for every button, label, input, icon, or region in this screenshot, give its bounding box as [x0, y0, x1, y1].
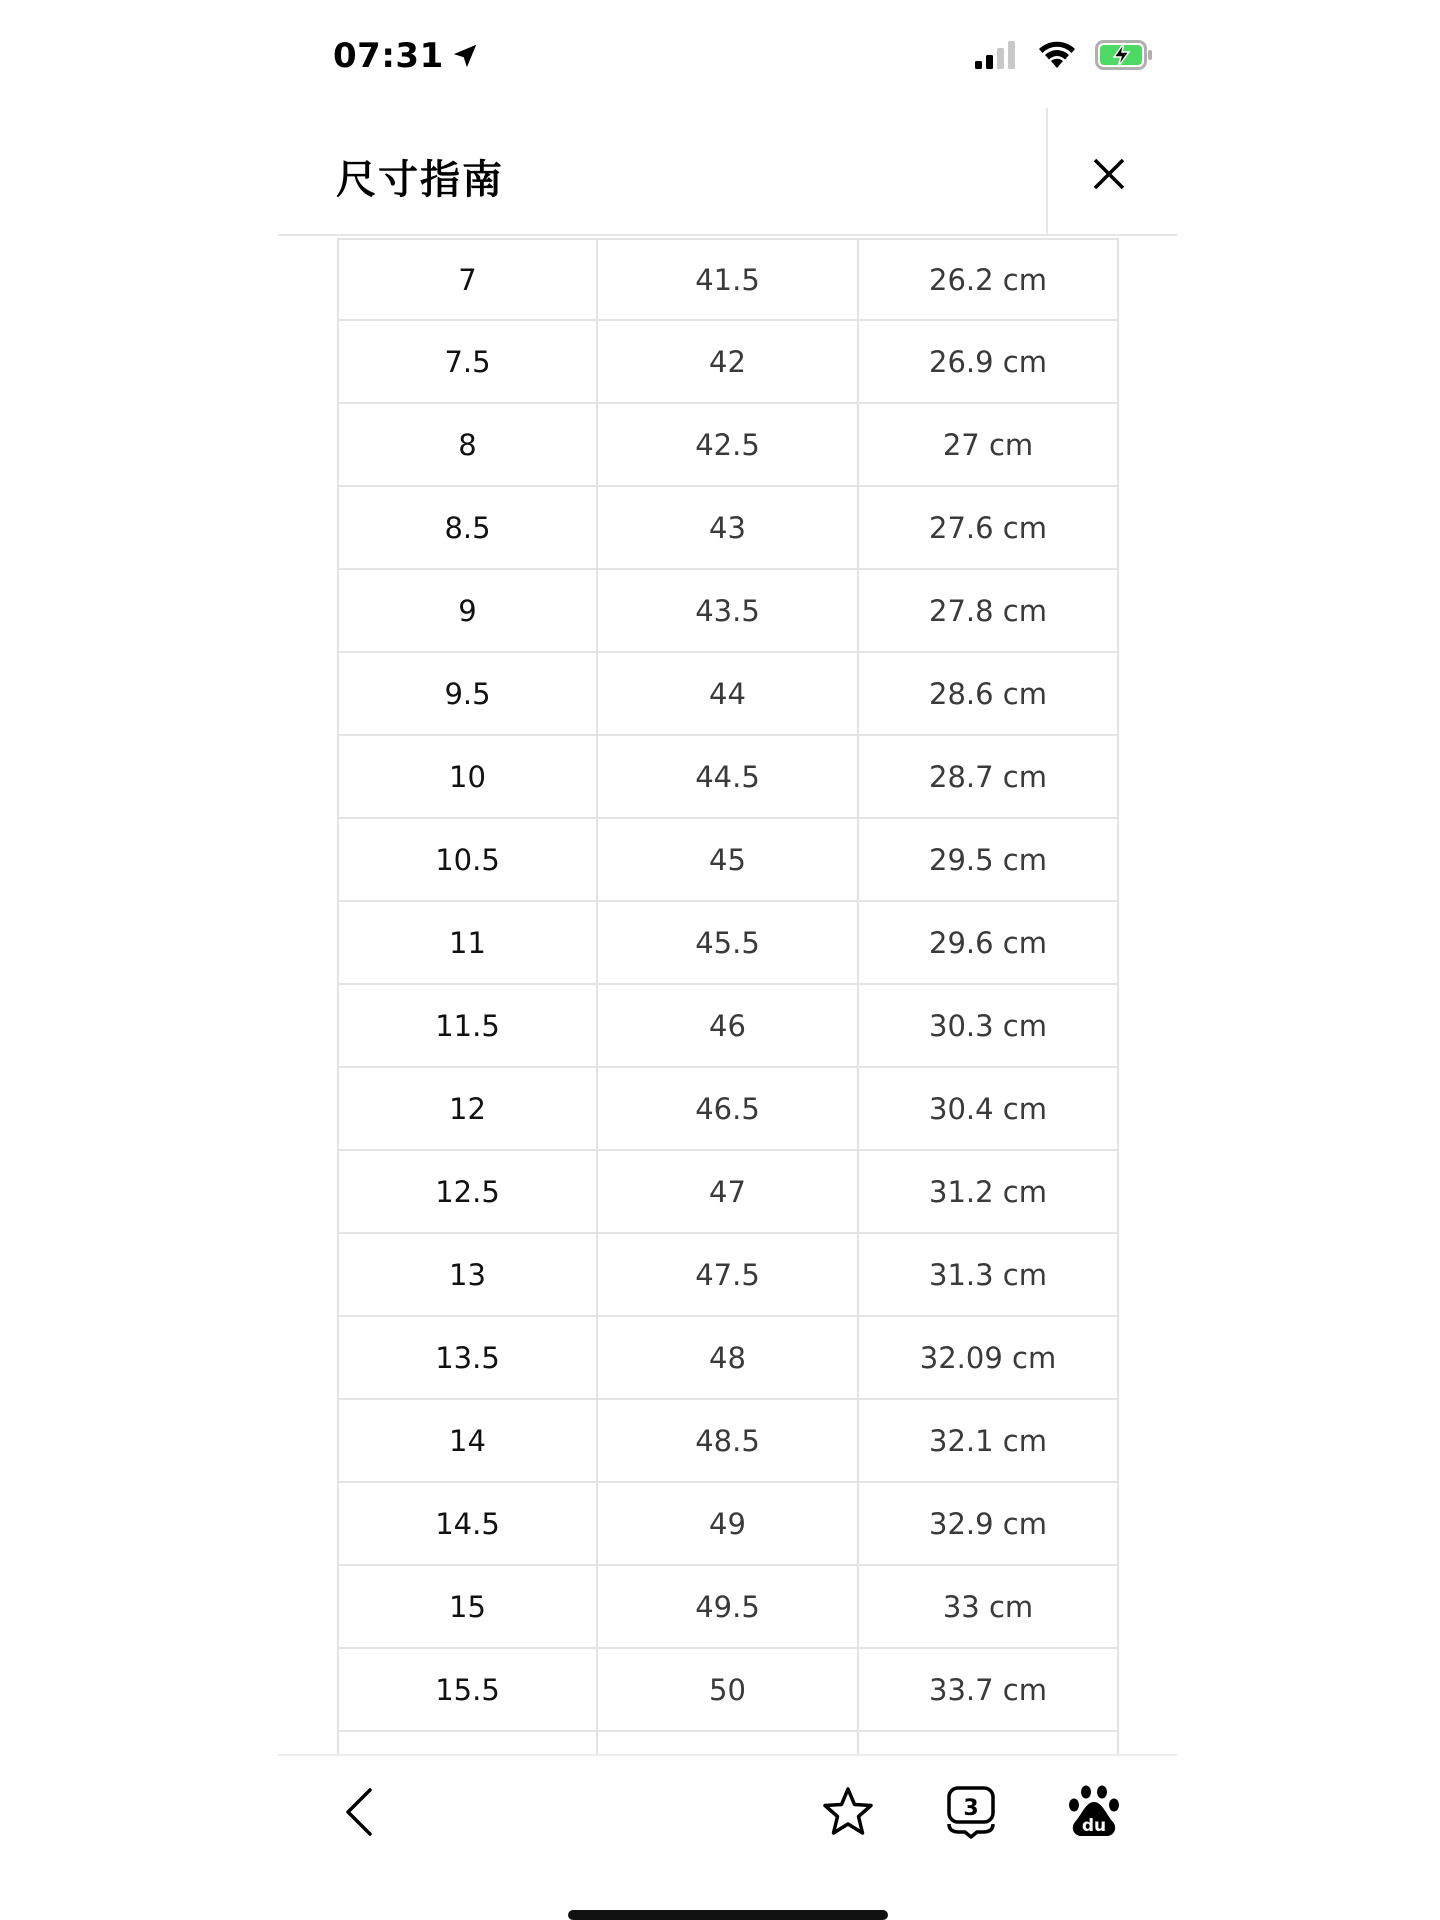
eu-size-cell: 48 — [596, 1317, 857, 1400]
us-size-cell: 11.5 — [337, 985, 596, 1068]
us-size-cell: 13 — [337, 1234, 596, 1317]
battery-charging-icon — [1095, 40, 1153, 70]
table-row — [337, 238, 1119, 321]
browser-toolbar — [278, 1754, 1177, 1864]
foot-length-cell: 30.3 cm — [857, 985, 1119, 1068]
wifi-icon — [1037, 40, 1077, 70]
foot-length-cell: 33 cm — [857, 1566, 1119, 1649]
us-size-cell: 7.5 — [337, 321, 596, 404]
eu-size-cell: 47.5 — [596, 1234, 857, 1317]
baidu-button[interactable] — [1066, 1784, 1122, 1840]
baidu-label: du — [1081, 1816, 1107, 1836]
table-row — [337, 653, 1119, 736]
us-size-cell: 12.5 — [337, 1151, 596, 1234]
table-row — [337, 1566, 1119, 1649]
table-row — [337, 1234, 1119, 1317]
foot-length-cell: 31.2 cm — [857, 1151, 1119, 1234]
eu-size-cell: 44.5 — [596, 736, 857, 819]
foot-length-cell: 27 cm — [857, 404, 1119, 487]
table-row — [337, 1068, 1119, 1151]
us-size-cell: 15 — [337, 1566, 596, 1649]
table-row — [337, 819, 1119, 902]
eu-size-cell: 45.5 — [596, 902, 857, 985]
eu-size-cell: 49.5 — [596, 1566, 857, 1649]
us-size-cell: 11 — [337, 902, 596, 985]
size-guide-header — [278, 108, 1177, 236]
foot-length-cell: 32.09 cm — [857, 1317, 1119, 1400]
table-row — [337, 1732, 1119, 1754]
eu-size-cell: 43 — [596, 487, 857, 570]
table-row — [337, 404, 1119, 487]
foot-length-cell: 32.9 cm — [857, 1483, 1119, 1566]
eu-size-cell: 46 — [596, 985, 857, 1068]
location-arrow-icon — [450, 41, 480, 71]
table-row — [337, 736, 1119, 819]
close-button[interactable] — [1083, 148, 1135, 200]
chevron-left-icon — [340, 1784, 380, 1840]
foot-length-cell: 28.6 cm — [857, 653, 1119, 736]
eu-size-cell: 45 — [596, 819, 857, 902]
foot-length-cell: 27.8 cm — [857, 570, 1119, 653]
us-size-cell: 9 — [337, 570, 596, 653]
table-row — [337, 1483, 1119, 1566]
foot-length-cell: 31.3 cm — [857, 1234, 1119, 1317]
eu-size-cell: 43.5 — [596, 570, 857, 653]
us-size-cell: 14 — [337, 1400, 596, 1483]
favorite-button[interactable] — [820, 1784, 876, 1840]
eu-size-cell: 47 — [596, 1151, 857, 1234]
size-table[interactable] — [337, 238, 1119, 1754]
eu-size-cell: 42 — [596, 321, 857, 404]
foot-length-cell: 29.5 cm — [857, 819, 1119, 902]
us-size-cell: 10.5 — [337, 819, 596, 902]
page-title: 尺寸指南 — [336, 157, 504, 203]
foot-length-cell: 28.7 cm — [857, 736, 1119, 819]
status-time — [333, 36, 480, 76]
tabs-icon — [943, 1784, 999, 1840]
eu-size-cell: 42.5 — [596, 404, 857, 487]
table-row — [337, 570, 1119, 653]
cellular-signal-icon — [975, 41, 1019, 69]
table-row — [337, 902, 1119, 985]
table-row — [337, 985, 1119, 1068]
status-icons — [975, 40, 1153, 70]
size-table-body — [337, 238, 1119, 1754]
tabs-count: 3 — [963, 1796, 979, 1821]
us-size-cell: 9.5 — [337, 653, 596, 736]
table-row — [337, 1400, 1119, 1483]
us-size-cell: 8.5 — [337, 487, 596, 570]
eu-size-cell: 50 — [596, 1649, 857, 1732]
baidu-paw-icon — [1066, 1784, 1122, 1840]
foot-length-cell — [857, 1732, 1119, 1754]
star-icon — [820, 1784, 876, 1840]
table-row — [337, 1151, 1119, 1234]
eu-size-cell: 44 — [596, 653, 857, 736]
us-size-cell — [337, 1732, 596, 1754]
foot-length-cell: 29.6 cm — [857, 902, 1119, 985]
us-size-cell: 15.5 — [337, 1649, 596, 1732]
status-time-text: 07:31 — [333, 36, 444, 76]
close-icon — [1083, 148, 1135, 200]
eu-size-cell: 49 — [596, 1483, 857, 1566]
back-button[interactable] — [332, 1784, 388, 1840]
foot-length-cell: 33.7 cm — [857, 1649, 1119, 1732]
foot-length-cell: 27.6 cm — [857, 487, 1119, 570]
foot-length-cell: 26.2 cm — [857, 238, 1119, 321]
table-row — [337, 1649, 1119, 1732]
home-indicator[interactable] — [568, 1910, 888, 1920]
foot-length-cell: 26.9 cm — [857, 321, 1119, 404]
eu-size-cell: 41.5 — [596, 238, 857, 321]
us-size-cell: 7 — [337, 238, 596, 321]
eu-size-cell — [596, 1732, 857, 1754]
us-size-cell: 13.5 — [337, 1317, 596, 1400]
us-size-cell: 8 — [337, 404, 596, 487]
foot-length-cell: 30.4 cm — [857, 1068, 1119, 1151]
us-size-cell: 14.5 — [337, 1483, 596, 1566]
tabs-button[interactable] — [943, 1784, 999, 1840]
table-row — [337, 1317, 1119, 1400]
table-row — [337, 321, 1119, 404]
eu-size-cell: 46.5 — [596, 1068, 857, 1151]
us-size-cell: 12 — [337, 1068, 596, 1151]
header-divider — [1046, 108, 1048, 236]
eu-size-cell: 48.5 — [596, 1400, 857, 1483]
foot-length-cell: 32.1 cm — [857, 1400, 1119, 1483]
table-row — [337, 487, 1119, 570]
us-size-cell: 10 — [337, 736, 596, 819]
